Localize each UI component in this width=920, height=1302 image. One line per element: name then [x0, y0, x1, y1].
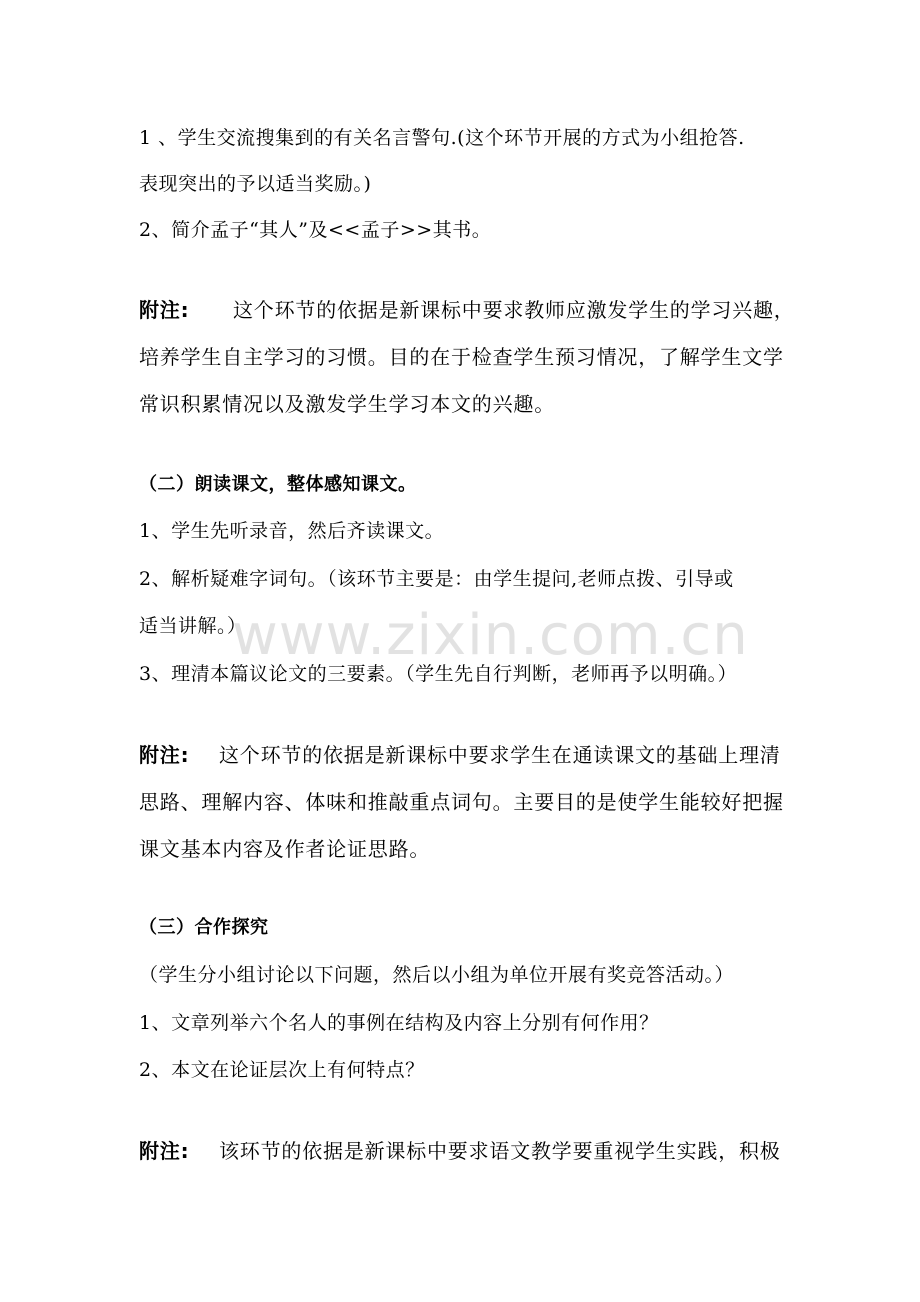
- note3-line1: [139, 1137, 799, 1165]
- section2-item3: 3、理清本篇议论文的三要素。（学生先自行判断，老师再予以明确。）: [139, 663, 738, 685]
- section2-item1: 1、学生先听录音，然后齐读课文。: [139, 520, 445, 542]
- section2-item2-line2: 适当讲解。）: [139, 615, 247, 637]
- note3-text-line1: 该环节的依据是新课标中要求语文教学要重视学生实践，积极: [219, 1139, 781, 1163]
- section3-heading: （三）合作探究: [139, 917, 269, 938]
- section2-item2-line1: 2、解析疑难字词句。（该环节主要是：由学生提问,老师点拨、引导或: [139, 568, 734, 590]
- note3-label: 附注:: [139, 1139, 190, 1163]
- note1-line1: [139, 296, 799, 324]
- section1-item1-line2: 表现突出的予以适当奖励。): [139, 173, 372, 195]
- watermark: www.zixin.com.cn: [232, 603, 749, 668]
- section1-item2: 2、简介孟子“其人”及<<孟子>>其书。: [139, 219, 492, 241]
- section1-item1-line1: 1 、学生交流搜集到的有关名言警句.(这个环节开展的方式为小组抢答.: [139, 127, 745, 149]
- note2-line1: [139, 741, 799, 769]
- note1-text-line1: 这个环节的依据是新课标中要求教师应激发学生的学习兴趣，: [233, 298, 795, 322]
- note1-line3: 常识积累情况以及激发学生学习本文的兴趣。: [139, 392, 555, 416]
- note2-line3: 课文基本内容及作者论证思路。: [139, 837, 431, 861]
- section3-item2: 2、本文在论证层次上有何特点？: [139, 1059, 425, 1081]
- section2-heading: （二）朗读课文，整体感知课文。: [139, 474, 417, 495]
- note2-line2: 思路、理解内容、体味和推敲重点词句。主要目的是使学生能较好把握: [139, 790, 784, 814]
- section3-item1: 1、文章列举六个名人的事例在结构及内容上分别有何作用？: [139, 1012, 659, 1034]
- note2-label: 附注:: [139, 743, 190, 767]
- note2-text-line1: 这个环节的依据是新课标中要求学生在通读课文的基础上理清: [219, 743, 781, 767]
- section3-intro: （学生分小组讨论以下问题，然后以小组为单位开展有奖竞答活动。）: [139, 964, 735, 986]
- note1-line2: 培养学生自主学习的习惯。目的在于检查学生预习情况，了解学生文学: [139, 345, 784, 369]
- note1-label: 附注:: [139, 298, 190, 322]
